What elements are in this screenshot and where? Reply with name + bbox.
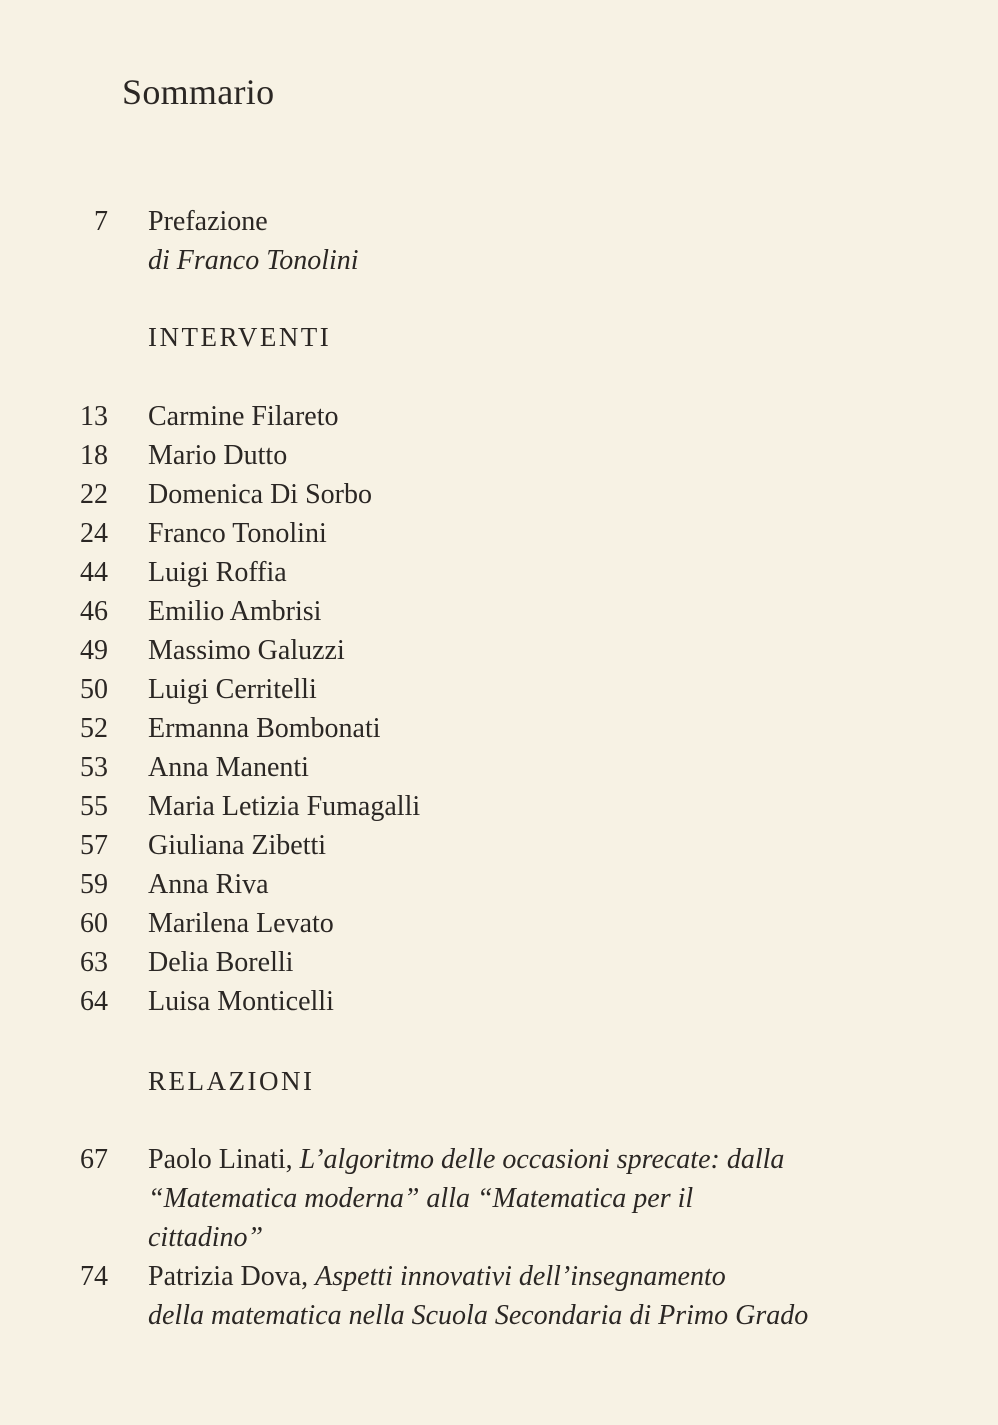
section-heading-interventi: INTERVENTI [148, 322, 332, 352]
page-number: 46 [80, 596, 108, 627]
entry-name: Carmine Filareto [148, 401, 339, 432]
entry-title-line: L’algoritmo delle occasioni sprecate: dalla [299, 1144, 785, 1175]
entry-name: Giuliana Zibetti [148, 830, 327, 861]
entry-name: Delia Borelli [148, 947, 294, 978]
entry-title-line: Aspetti innovativi dell’insegnamento [315, 1261, 726, 1292]
page-number: 74 [80, 1261, 108, 1292]
entry-title-line: “Matematica moderna” alla “Matematica per il [148, 1183, 694, 1214]
entry-title-line: cittadino” [148, 1222, 264, 1253]
page-number: 49 [80, 635, 108, 666]
entry-name: Mario Dutto [148, 440, 288, 471]
page-number: 64 [80, 986, 108, 1017]
entry-name: Anna Riva [148, 869, 269, 900]
entry-name: Luisa Monticelli [148, 986, 334, 1017]
entry-text [148, 1257, 868, 1335]
entry-author: di Franco Tonolini [148, 245, 359, 276]
entry-text [148, 202, 868, 280]
entry-name: Luigi Roffia [148, 557, 287, 588]
entry-name: Massimo Galuzzi [148, 635, 345, 666]
entry-name: Anna Manenti [148, 752, 309, 783]
entry-name: Franco Tonolini [148, 518, 327, 549]
page-number: 7 [94, 206, 108, 237]
entry-text [148, 1140, 868, 1257]
page-number: 67 [80, 1144, 108, 1175]
entry-title-line: della matematica nella Scuola Secondaria di Primo Grado [148, 1300, 809, 1331]
page-number: 57 [80, 830, 108, 861]
entry-name: Marilena Levato [148, 908, 334, 939]
page-number: 13 [80, 401, 108, 432]
page-number: 50 [80, 674, 108, 705]
page-number: 55 [80, 791, 108, 822]
page-number: 24 [80, 518, 108, 549]
entry-name: Maria Letizia Fumagalli [148, 791, 421, 822]
page-number: 53 [80, 752, 108, 783]
entry-name: Domenica Di Sorbo [148, 479, 372, 510]
page-number: 63 [80, 947, 108, 978]
page-number: 52 [80, 713, 108, 744]
page-number: 59 [80, 869, 108, 900]
entry-author: Patrizia Dova, [148, 1261, 316, 1292]
entry-name: Emilio Ambrisi [148, 596, 322, 627]
page-number: 18 [80, 440, 108, 471]
page-title: Sommario [122, 72, 275, 112]
entry-title: Prefazione [148, 206, 268, 237]
entry-author: Paolo Linati, [148, 1144, 300, 1175]
page-number: 22 [80, 479, 108, 510]
page-number: 44 [80, 557, 108, 588]
section-heading-relazioni: RELAZIONI [148, 1066, 315, 1096]
entry-name: Luigi Cerritelli [148, 674, 317, 705]
entry-name: Ermanna Bombonati [148, 713, 381, 744]
page-number: 60 [80, 908, 108, 939]
